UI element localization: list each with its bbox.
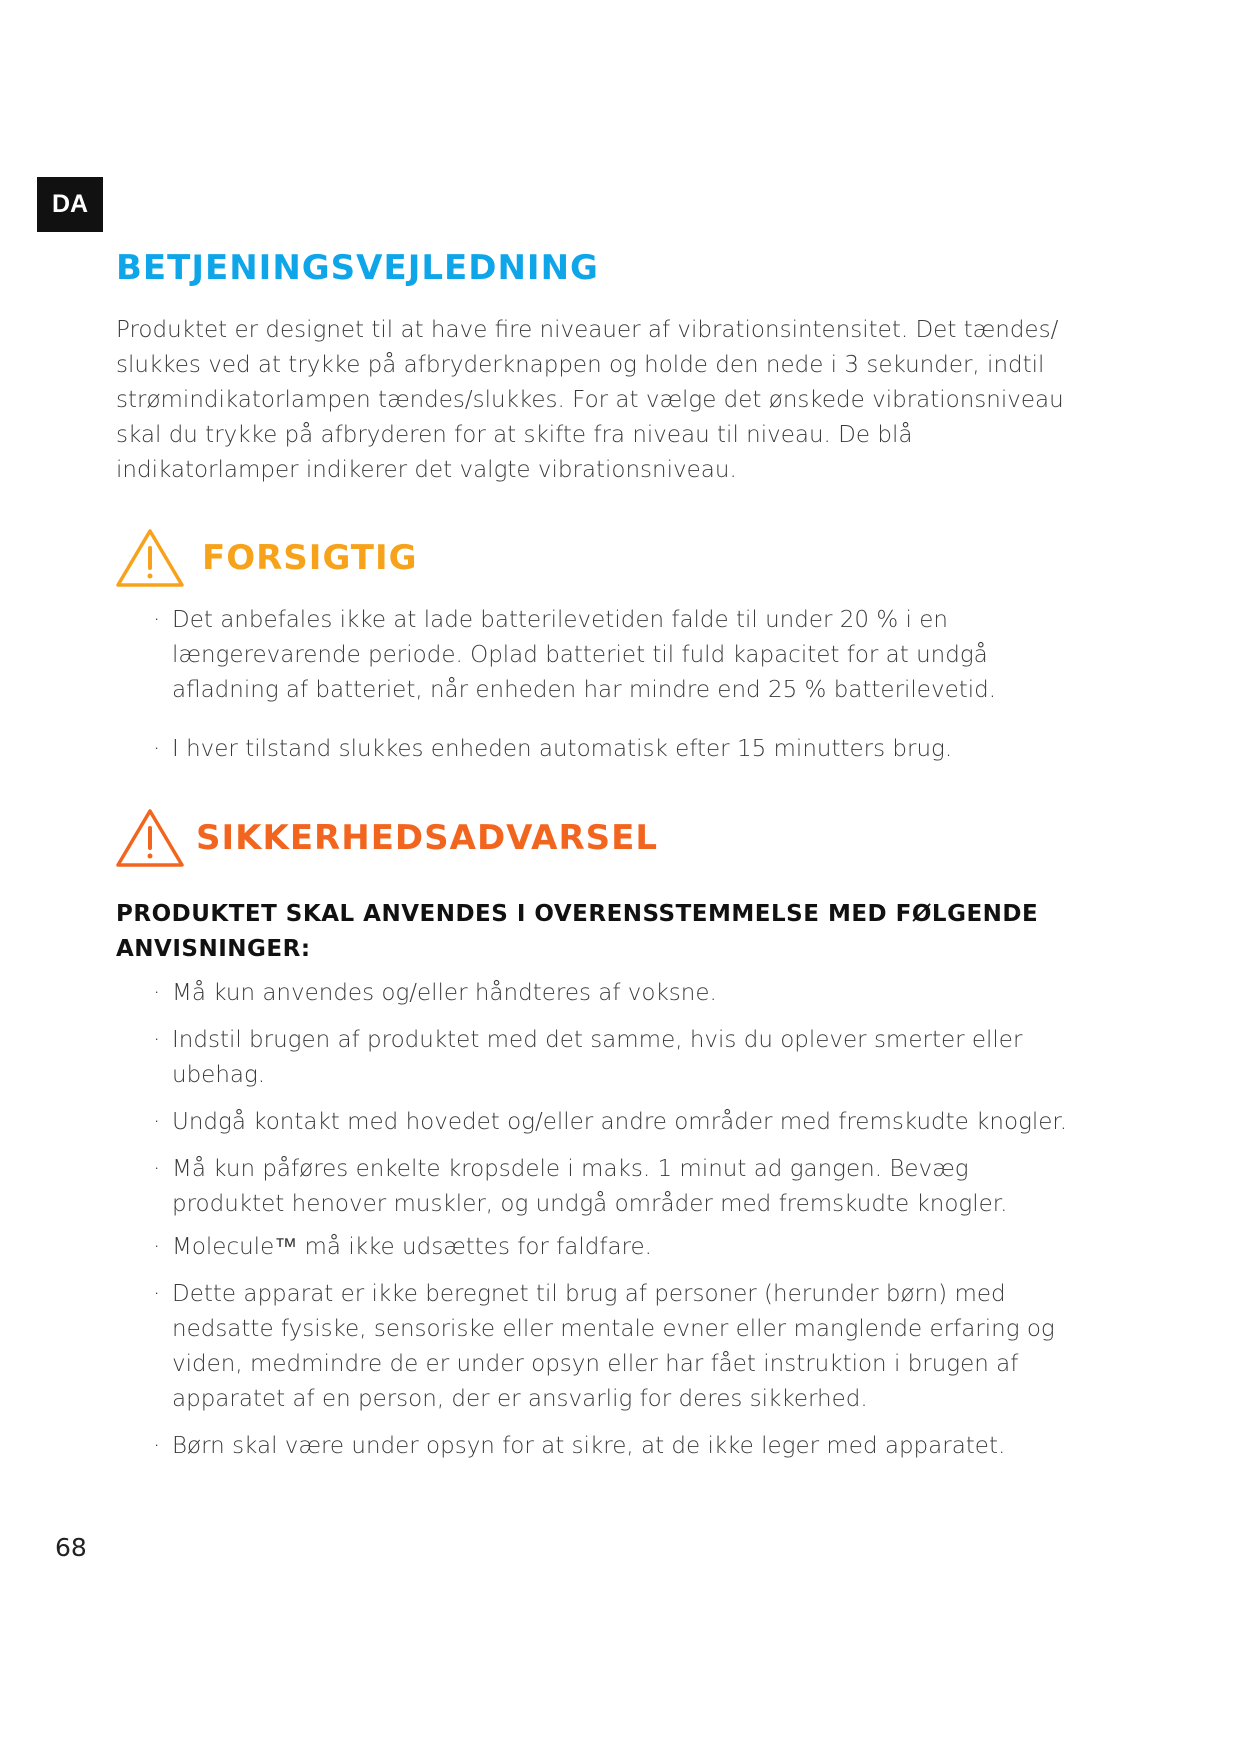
list-item: · Undgå kontakt med hovedet og/eller andre områder med fremskudte knogler. bbox=[116, 1105, 1076, 1140]
warning-triangle-icon bbox=[114, 526, 186, 590]
safety-title: SIKKERHEDSADVARSEL bbox=[196, 818, 659, 858]
caution-list bbox=[116, 603, 1076, 767]
warning-triangle-icon bbox=[114, 806, 186, 870]
operation-heading: BETJENINGSVEJLEDNING bbox=[116, 248, 599, 288]
list-item: · Det anbefales ikke at lade batterilevetiden falde til under 20 % i en længerevarende periode. Oplad batteriet til fuld kapacitet for at undgå afladning af batteriet, når enheden har mindre end 25 % batterilevetid. bbox=[116, 603, 1076, 708]
list-item: · Børn skal være under opsyn for at sikre, at de ikke leger med apparatet. bbox=[116, 1429, 1076, 1464]
list-item: · Dette apparat er ikke beregnet til brug af personer (herunder børn) med nedsatte fysiske, sensoriske eller mentale evner eller manglende erfaring og viden, medmindre de er under opsyn eller har fået instruktion i brugen af apparatet af en person, der er ansvarlig for deres sikkerhed. bbox=[116, 1277, 1076, 1417]
list-item: · Molecule™ må ikke udsættes for faldfare. bbox=[116, 1230, 1076, 1265]
safety-list bbox=[116, 976, 1076, 1464]
list-item: · Indstil brugen af produktet med det samme, hvis du oplever smerter eller ubehag. bbox=[116, 1023, 1076, 1093]
language-tab: DA bbox=[37, 177, 103, 232]
list-item: · I hver tilstand slukkes enheden automatisk efter 15 minutters brug. bbox=[116, 732, 1076, 767]
safety-subtitle: PRODUKTET SKAL ANVENDES I OVERENSSTEMMELSE MED FØLGENDE ANVISNINGER: bbox=[116, 901, 1039, 962]
operation-text: Produktet er designet til at have fire niveauer af vibrationsintensitet. Det tændes/ slukkes ved at trykke på afbryderknappen og holde den nede i 3 sekunder, indtil strømindikatorlampen tændes/slukkes. For at vælge det ønskede vibrationsniveau skal du trykke på afbryderen for at skifte fra niveau til niveau. De blå indikatorlamper indikerer det valgte vibrationsniveau. bbox=[116, 317, 1064, 483]
list-item: · Må kun påføres enkelte kropsdele i maks. 1 minut ad gangen. Bevæg produktet henover muskler, og undgå områder med fremskudte knogler. bbox=[116, 1152, 1076, 1222]
list-item: · Må kun anvendes og/eller håndteres af voksne. bbox=[116, 976, 1076, 1011]
caution-title: FORSIGTIG bbox=[202, 538, 418, 578]
page-number: 68 bbox=[55, 1533, 87, 1562]
caution-header bbox=[114, 526, 418, 590]
safety-header bbox=[114, 806, 658, 870]
